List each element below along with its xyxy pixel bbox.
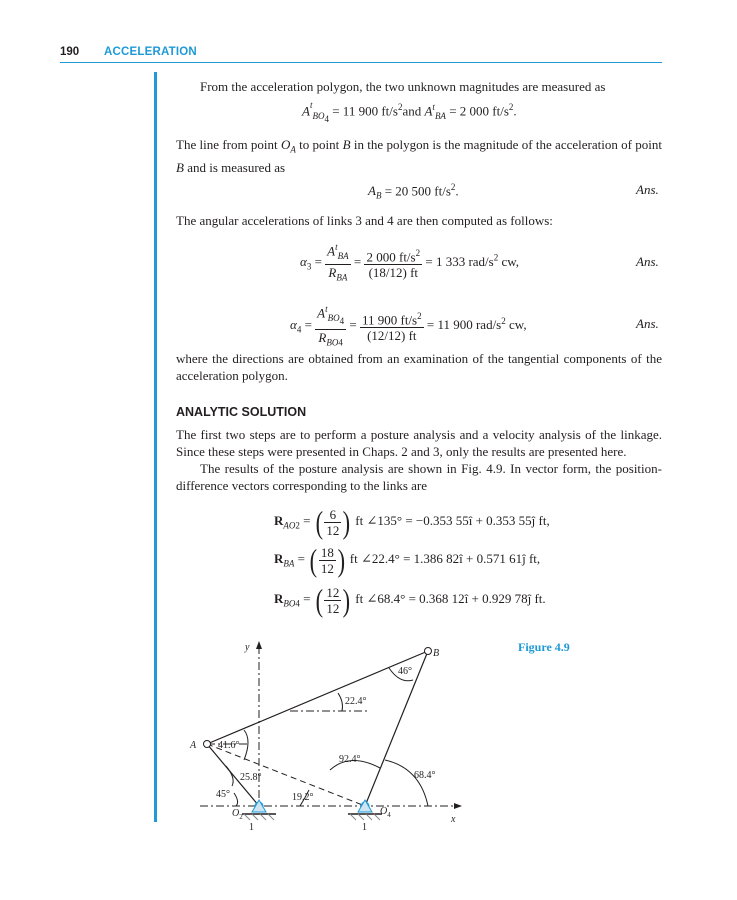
paragraph-1: From the acceleration polygon, the two unknown magnitudes are measured as [200, 79, 606, 94]
equation-alpha4: $\alpha_4$ = $\frac{A^t_{BO_4}}{R_{BO4}}$ = $\frac{11 900 ft/s^2}{(12/12) ft}$ = 11 900 rad/$s^2$ cw, [290, 304, 527, 348]
arrow-y [256, 641, 262, 649]
label-258: 25.8° [240, 772, 262, 783]
eq2-ans: Ans. [636, 182, 659, 197]
paragraph-6: The results of the posture analysis are shown in Fig. 4.9. In vector form, the position-difference vectors corresponding to the links are [176, 461, 662, 493]
vector-rao2: $R_{AO2}$ = ( $\frac{6}{12}$ ) ft ∠135° = −0.353 55î + 0.353 55ĵ ft, [274, 504, 550, 540]
section-title: ACCELERATION [104, 46, 197, 58]
link-3 [207, 651, 428, 744]
vec2-rhs: ft ∠22.4° = 1.386 82î + 0.571 61ĵ ft, [349, 550, 541, 566]
vec3-den: 12 [326, 600, 340, 616]
eq1-mid: and [402, 103, 425, 119]
eq4-ans: Ans. [636, 316, 659, 331]
vec3-num: 12 [326, 584, 340, 600]
paragraph-3: The angular accelerations of links 3 and 4 are then computed as follows: [176, 213, 553, 228]
arc-22 [338, 693, 343, 711]
page-number: 190 [60, 46, 80, 58]
label-x: x [451, 814, 456, 825]
eq3-result: = 1 333 rad/s [425, 253, 494, 269]
section-heading: ANALYTIC SOLUTION [176, 405, 307, 419]
paragraph-4: where the directions are obtained from an examination of the tangential components of the acceleration polygon. [176, 351, 662, 383]
label-ground-1a: 1 [249, 822, 254, 833]
paragraph-2: The line from point $O_A$ to point B in the polygon is the magnitude of the acceleration of point B and is measured as [176, 137, 662, 175]
eq4-result: = 11 900 rad/s [426, 317, 502, 333]
eq1-value-2: = 2 000 ft/s [449, 103, 509, 119]
pin-b [425, 648, 432, 655]
vector-rbo4: $R_{BO4}$ = ( $\frac{12}{12}$ ) ft ∠68.4° = 0.368 12î + 0.929 78ĵ ft. [274, 582, 546, 618]
equation-tangential-magnitudes: $A^t_{BO_4} = 11$ 900 $ft/s^2and$ $A^t_{BA} = 2$ 000 $ft/s^2$. [302, 100, 517, 124]
eq4-den: (12/12) ft [367, 328, 417, 344]
label-b: B [433, 648, 440, 659]
label-o2: $O_2$ [232, 808, 243, 821]
label-46: 46° [398, 666, 412, 677]
eq3-num: 2 000 ft/s [366, 248, 416, 264]
eq3-dir: cw, [501, 253, 520, 269]
label-684: 68.4° [414, 770, 436, 781]
label-924: 92.4° [339, 754, 361, 765]
vec1-num: 6 [324, 507, 341, 523]
equation-alpha3: $\alpha_3$ = $\frac{A^t_{BA}}{R_{BA}}$ = $\frac{2 000 ft/s^2}{(18/12) ft}$ = 1 333 rad/$s^2$ cw, [300, 242, 520, 283]
pin-a [204, 741, 211, 748]
label-224: 22.4° [345, 696, 367, 707]
arc-45 [234, 793, 238, 806]
label-ground-1b: 1 [362, 822, 367, 833]
label-a: A [190, 740, 197, 751]
arc-684 [385, 760, 428, 806]
vec1-rhs: ft ∠135° = −0.353 55î + 0.353 55ĵ ft, [355, 512, 550, 528]
label-o4: $O_4$ [380, 806, 391, 819]
eq2-value: = 20 500 ft/s [384, 183, 451, 199]
label-41: 41.6° [218, 740, 240, 751]
paragraph-5: The first two steps are to perform a posture analysis and a velocity analysis of the linkage. Since these steps were presented in Chaps. 2 and 3, only the results are presented here. [176, 427, 662, 459]
eq3-ans: Ans. [636, 254, 659, 269]
label-192: 19.2° [292, 792, 314, 803]
vec3-rhs: ft ∠68.4° = 0.368 12î + 0.929 78ĵ ft. [355, 590, 546, 606]
vec1-den: 12 [326, 522, 340, 538]
eq4-num: 11 900 ft/s [361, 312, 418, 328]
label-45: 45° [216, 789, 230, 800]
figure-caption: Figure 4.9 [518, 640, 570, 654]
label-y: y [245, 642, 250, 653]
vec2-num: 18 [320, 544, 334, 560]
arc-258 [226, 766, 233, 786]
arc-416 [244, 730, 248, 760]
vec2-den: 12 [320, 560, 334, 576]
eq3-den: (18/12) ft [368, 264, 419, 280]
eq4-dir: cw, [509, 317, 527, 333]
arrow-x [454, 803, 462, 809]
equation-acceleration-b: $A_B = 20$ 500 $ft/s^2$. [368, 182, 459, 201]
vector-rba: $R_{BA}$ = ( $\frac{18}{12}$ ) ft ∠22.4° = 1.386 82î + 0.571 61ĵ ft, [274, 542, 541, 578]
eq1-value-1: = 11 900 ft/s [332, 103, 398, 119]
